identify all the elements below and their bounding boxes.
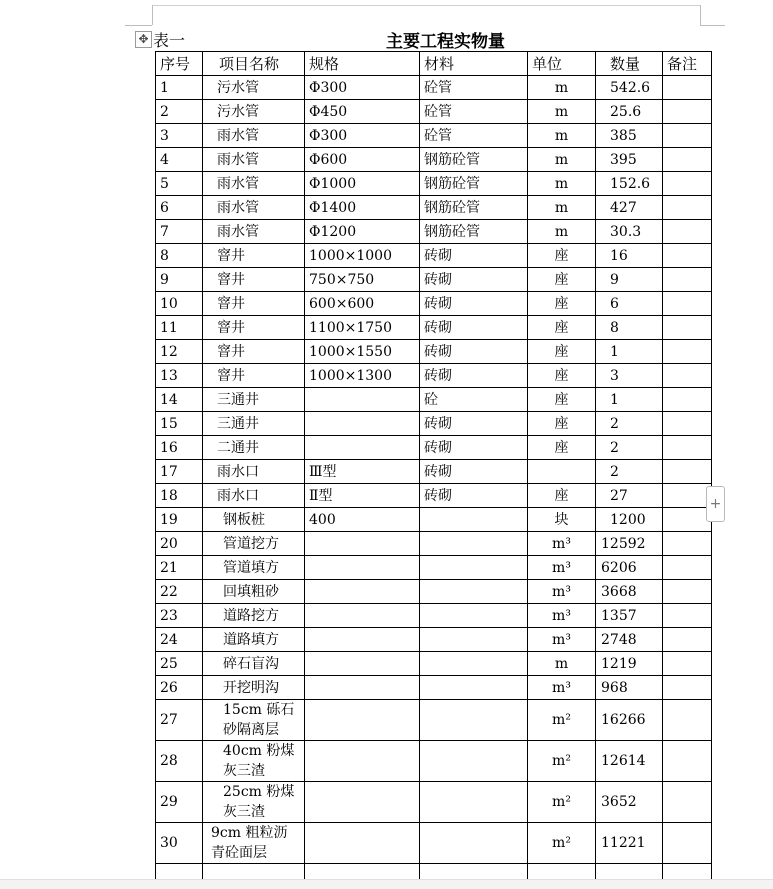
cell-note (663, 412, 712, 436)
cell-material: 砖砌 (420, 268, 528, 292)
cell-material: 砖砌 (420, 412, 528, 436)
cell-qty: 6206 (596, 556, 663, 580)
cell-no: 21 (156, 556, 203, 580)
cell-no: 13 (156, 364, 203, 388)
cell-spec (305, 823, 420, 864)
cell-unit: 座 (528, 436, 596, 460)
cell-spec: 1100×1750 (305, 316, 420, 340)
cell-spec (305, 628, 420, 652)
cell-note (663, 532, 712, 556)
cell-spec (305, 556, 420, 580)
cell-qty: 427 (596, 196, 663, 220)
cell-unit: 座 (528, 268, 596, 292)
cell-qty: 3652 (596, 782, 663, 823)
cell-qty: 3668 (596, 580, 663, 604)
table-row (156, 676, 712, 700)
cell-unit: m³ (528, 628, 596, 652)
cell-no: 30 (156, 823, 203, 864)
table-row (156, 124, 712, 148)
cell-material (420, 580, 528, 604)
cell-spec (305, 532, 420, 556)
cell-note (663, 676, 712, 700)
cell-spec: 1000×1300 (305, 364, 420, 388)
cell-spec (305, 580, 420, 604)
cell-qty: 1357 (596, 604, 663, 628)
cell-unit: 座 (528, 412, 596, 436)
cell-no: 10 (156, 292, 203, 316)
cell-qty: 11221 (596, 823, 663, 864)
cell-name: 污水管 (203, 100, 305, 124)
cell-note (663, 100, 712, 124)
cell-unit: m² (528, 700, 596, 741)
cell-qty: 3 (596, 364, 663, 388)
cell-spec: 600×600 (305, 292, 420, 316)
table-row (156, 100, 712, 124)
cell-material: 钢筋砼管 (420, 220, 528, 244)
cell-name: 窨井 (203, 292, 305, 316)
cell-no: 5 (156, 172, 203, 196)
cell-spec: Φ600 (305, 148, 420, 172)
cell-name: 40cm 粉煤灰三渣 (203, 741, 305, 782)
cell-unit: 座 (528, 292, 596, 316)
add-column-icon[interactable]: + (706, 486, 725, 522)
cell-note (663, 292, 712, 316)
cell-note (663, 604, 712, 628)
cell-spec: Φ300 (305, 76, 420, 100)
page-corner-mark (125, 25, 152, 26)
cell-qty: 2 (596, 436, 663, 460)
cell-no: 15 (156, 412, 203, 436)
table-row (156, 823, 712, 864)
cell-material: 砖砌 (420, 436, 528, 460)
table-row (156, 628, 712, 652)
cell-unit: m³ (528, 556, 596, 580)
table-row (156, 340, 712, 364)
cell-name: 窨井 (203, 364, 305, 388)
cell-spec (305, 741, 420, 782)
cell-qty: 1219 (596, 652, 663, 676)
cell-note (663, 652, 712, 676)
cell-note (663, 436, 712, 460)
cell-no: 6 (156, 196, 203, 220)
cell-spec: Ⅲ型 (305, 460, 420, 484)
cell-unit: m (528, 220, 596, 244)
cell-no: 7 (156, 220, 203, 244)
cell-unit: m² (528, 823, 596, 864)
cell-material: 钢筋砼管 (420, 148, 528, 172)
cell-name: 雨水口 (203, 484, 305, 508)
table-move-handle-icon[interactable]: ✥ (135, 31, 152, 48)
table-row (156, 292, 712, 316)
cell-note (663, 148, 712, 172)
column-header: 数量 (596, 52, 663, 76)
cell-qty: 16266 (596, 700, 663, 741)
cell-spec (305, 652, 420, 676)
cell-unit: m² (528, 741, 596, 782)
cell-unit: m³ (528, 580, 596, 604)
cell-unit: m² (528, 782, 596, 823)
cell-no: 9 (156, 268, 203, 292)
cell-qty: 1200 (596, 508, 663, 532)
cell-spec: 400 (305, 508, 420, 532)
cell-qty: 2 (596, 460, 663, 484)
cell-note (663, 628, 712, 652)
cell-unit: 座 (528, 316, 596, 340)
cell-spec (305, 782, 420, 823)
cell-no: 11 (156, 316, 203, 340)
cell-spec: Φ1400 (305, 196, 420, 220)
cell-name: 回填粗砂 (203, 580, 305, 604)
cell-spec: 1000×1000 (305, 244, 420, 268)
cell-name: 窨井 (203, 244, 305, 268)
cell-unit: m (528, 76, 596, 100)
table-row (156, 244, 712, 268)
cell-note (663, 244, 712, 268)
table-row (156, 484, 712, 508)
cell-no: 18 (156, 484, 203, 508)
cell-material (420, 741, 528, 782)
column-header: 规格 (305, 52, 420, 76)
table-row (156, 580, 712, 604)
column-header: 备注 (663, 52, 712, 76)
cell-note (663, 556, 712, 580)
cell-note (663, 484, 712, 508)
cell-qty: 542.6 (596, 76, 663, 100)
page-corner-mark (700, 25, 725, 26)
cell-note (663, 388, 712, 412)
cell-spec: Φ1200 (305, 220, 420, 244)
column-header: 序号 (156, 52, 203, 76)
cell-name: 雨水管 (203, 220, 305, 244)
page-edge (152, 5, 700, 6)
page-corner-mark (152, 5, 153, 25)
cell-material (420, 532, 528, 556)
cell-name: 15cm 砾石砂隔离层 (203, 700, 305, 741)
cell-name: 雨水口 (203, 460, 305, 484)
cell-spec: 1000×1550 (305, 340, 420, 364)
cell-no: 16 (156, 436, 203, 460)
cell-note (663, 741, 712, 782)
cell-qty: 152.6 (596, 172, 663, 196)
table-label: 表一 (153, 31, 186, 50)
cell-note (663, 782, 712, 823)
cell-spec (305, 412, 420, 436)
table-row (156, 364, 712, 388)
cell-spec (305, 436, 420, 460)
cell-qty: 16 (596, 244, 663, 268)
cell-unit: m (528, 124, 596, 148)
table-row (156, 604, 712, 628)
cell-name: 钢板桩 (203, 508, 305, 532)
cell-material (420, 628, 528, 652)
table-row (156, 388, 712, 412)
cell-material (420, 823, 528, 864)
cell-name: 9cm 粗粒沥青砼面层 (203, 823, 305, 864)
cell-no: 25 (156, 652, 203, 676)
cell-material (420, 604, 528, 628)
cell-qty: 1 (596, 388, 663, 412)
table-row (156, 220, 712, 244)
cell-unit: m³ (528, 604, 596, 628)
cell-qty: 2 (596, 412, 663, 436)
cell-unit: m (528, 100, 596, 124)
cell-name: 三通井 (203, 412, 305, 436)
cell-unit: 座 (528, 388, 596, 412)
cell-no: 26 (156, 676, 203, 700)
cell-name: 管道填方 (203, 556, 305, 580)
table-row (156, 700, 712, 741)
page-corner-mark (700, 5, 701, 25)
cell-material (420, 676, 528, 700)
cell-no: 27 (156, 700, 203, 741)
cell-material: 砼 (420, 388, 528, 412)
table-row (156, 782, 712, 823)
cell-no: 1 (156, 76, 203, 100)
table-title: 主要工程实物量 (386, 32, 505, 52)
cell-no: 22 (156, 580, 203, 604)
column-header: 项目名称 (203, 52, 305, 76)
cell-name: 二通井 (203, 436, 305, 460)
table-row (156, 460, 712, 484)
cell-qty: 27 (596, 484, 663, 508)
table-row (156, 316, 712, 340)
column-header: 单位 (528, 52, 596, 76)
table-row (156, 268, 712, 292)
cell-spec: Ⅱ型 (305, 484, 420, 508)
table-row (156, 532, 712, 556)
cell-unit: m³ (528, 676, 596, 700)
table-row (156, 741, 712, 782)
cell-name: 道路挖方 (203, 604, 305, 628)
cell-material: 砖砌 (420, 316, 528, 340)
cell-material: 砖砌 (420, 484, 528, 508)
cell-material: 砖砌 (420, 340, 528, 364)
cell-material: 砼管 (420, 76, 528, 100)
cell-unit: 座 (528, 364, 596, 388)
cell-note (663, 580, 712, 604)
cell-unit (528, 460, 596, 484)
cell-material: 钢筋砼管 (420, 196, 528, 220)
cell-note (663, 124, 712, 148)
cell-note (663, 76, 712, 100)
cell-name: 窨井 (203, 268, 305, 292)
table-row (156, 172, 712, 196)
cell-no: 28 (156, 741, 203, 782)
cell-material (420, 556, 528, 580)
cell-no: 23 (156, 604, 203, 628)
cell-name: 道路填方 (203, 628, 305, 652)
cell-material: 砖砌 (420, 244, 528, 268)
column-header: 材料 (420, 52, 528, 76)
cell-no: 20 (156, 532, 203, 556)
cell-name: 三通井 (203, 388, 305, 412)
cell-name: 碎石盲沟 (203, 652, 305, 676)
cell-unit: m (528, 148, 596, 172)
cell-spec (305, 700, 420, 741)
cell-spec: 750×750 (305, 268, 420, 292)
cell-name: 开挖明沟 (203, 676, 305, 700)
cell-note (663, 172, 712, 196)
cell-name: 雨水管 (203, 148, 305, 172)
cell-note (663, 340, 712, 364)
table-row (156, 556, 712, 580)
table-header-row (156, 52, 712, 76)
quantity-table (155, 51, 712, 888)
cell-qty: 30.3 (596, 220, 663, 244)
cell-note (663, 823, 712, 864)
table-row (156, 148, 712, 172)
cell-no: 12 (156, 340, 203, 364)
cell-material: 砖砌 (420, 460, 528, 484)
cell-qty: 12592 (596, 532, 663, 556)
cell-spec (305, 604, 420, 628)
cell-material: 砼管 (420, 124, 528, 148)
cell-name: 25cm 粉煤灰三渣 (203, 782, 305, 823)
cell-material (420, 508, 528, 532)
cell-material (420, 652, 528, 676)
cell-name: 雨水管 (203, 172, 305, 196)
cell-material: 砖砌 (420, 292, 528, 316)
cell-qty: 1 (596, 340, 663, 364)
cell-note (663, 220, 712, 244)
cell-note (663, 268, 712, 292)
cell-unit: m (528, 172, 596, 196)
cell-qty: 6 (596, 292, 663, 316)
cell-note (663, 364, 712, 388)
cell-spec: Φ1000 (305, 172, 420, 196)
cell-qty: 2748 (596, 628, 663, 652)
cell-spec (305, 676, 420, 700)
cell-name: 管道挖方 (203, 532, 305, 556)
cell-spec: Φ300 (305, 124, 420, 148)
cell-no: 17 (156, 460, 203, 484)
cell-no: 24 (156, 628, 203, 652)
table-row (156, 508, 712, 532)
table-row (156, 436, 712, 460)
cell-no: 3 (156, 124, 203, 148)
table-row (156, 412, 712, 436)
cell-name: 雨水管 (203, 196, 305, 220)
cell-name: 窨井 (203, 340, 305, 364)
cell-qty: 385 (596, 124, 663, 148)
table-row (156, 76, 712, 100)
cell-material: 砼管 (420, 100, 528, 124)
cell-qty: 968 (596, 676, 663, 700)
cell-no: 8 (156, 244, 203, 268)
table-row (156, 196, 712, 220)
cell-name: 窨井 (203, 316, 305, 340)
cell-material (420, 700, 528, 741)
cell-note (663, 460, 712, 484)
cell-note (663, 196, 712, 220)
cell-unit: m³ (528, 532, 596, 556)
cell-no: 19 (156, 508, 203, 532)
cell-unit: 座 (528, 340, 596, 364)
cell-qty: 8 (596, 316, 663, 340)
cell-name: 污水管 (203, 76, 305, 100)
cell-material (420, 782, 528, 823)
cell-note (663, 508, 712, 532)
cell-spec: Φ450 (305, 100, 420, 124)
cell-no: 4 (156, 148, 203, 172)
cell-unit: m (528, 652, 596, 676)
cell-name: 雨水管 (203, 124, 305, 148)
cell-qty: 395 (596, 148, 663, 172)
cell-no: 29 (156, 782, 203, 823)
cell-unit: 座 (528, 484, 596, 508)
cell-spec (305, 388, 420, 412)
cell-material: 钢筋砼管 (420, 172, 528, 196)
cell-qty: 25.6 (596, 100, 663, 124)
cell-material: 砖砌 (420, 364, 528, 388)
table-row (156, 652, 712, 676)
cell-qty: 12614 (596, 741, 663, 782)
cell-unit: m (528, 196, 596, 220)
cell-qty: 9 (596, 268, 663, 292)
cell-no: 2 (156, 100, 203, 124)
cell-unit: 块 (528, 508, 596, 532)
cell-no: 14 (156, 388, 203, 412)
cell-note (663, 700, 712, 741)
cell-note (663, 316, 712, 340)
cell-unit: 座 (528, 244, 596, 268)
